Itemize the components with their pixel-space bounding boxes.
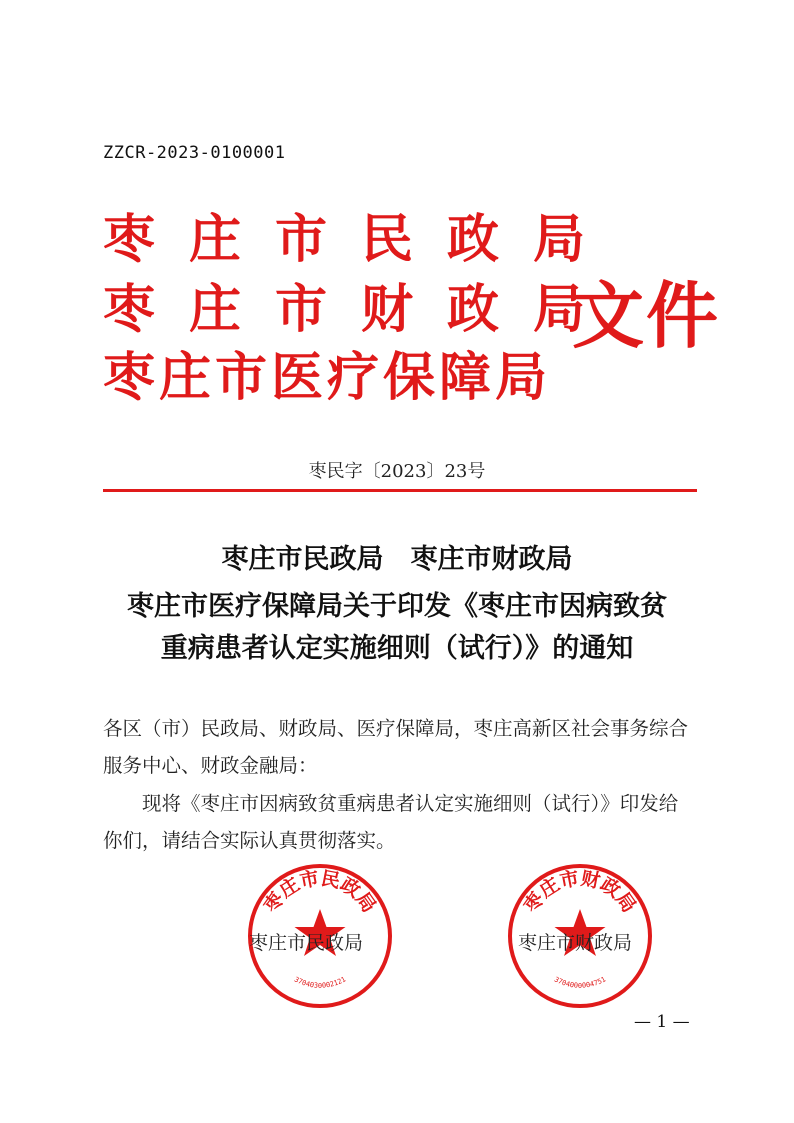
svg-text:枣庄市财政局 [519, 866, 640, 916]
svg-text:3704030002121 [293, 975, 347, 989]
document-type-label: 文件 [572, 273, 721, 358]
seal-code: 3704030002121 [292, 975, 348, 990]
title-line-1: 枣庄市民政局 枣庄市财政局 [221, 544, 573, 575]
signer-finance: 枣庄市财政局 [518, 932, 633, 954]
seal-arc-text: 枣庄市民政局 [259, 867, 381, 917]
svg-text:3704000004751 [553, 975, 607, 989]
page-number: — 1 — [634, 1012, 690, 1032]
issuer-medical-security: 枣庄市医疗保障局 [103, 347, 552, 408]
seal-code: 3704000004751 [552, 975, 608, 990]
svg-text:枣庄市民政局 [259, 866, 380, 916]
document-number: 枣民字〔2023〕23号 [308, 461, 486, 482]
issuer-finance: 枣庄市财政局 [103, 279, 620, 340]
title-line-2: 枣庄市医疗保障局关于印发《枣庄市因病致贫 [127, 591, 667, 622]
addressee: 各区（市）民政局、财政局、医疗保障局，枣庄高新区社会事务综合服务中心、财政金融局： [103, 717, 689, 777]
title-line-3: 重病患者认定实施细则（试行）》的通知 [160, 633, 634, 664]
issuer-civil-affairs: 枣庄市民政局 [103, 209, 620, 270]
document-id: ZZCR-2023-0100001 [103, 143, 286, 163]
body-paragraph: 现将《枣庄市因病致贫重病患者认定实施细则（试行）》印发给你们，请结合实际认真贯彻落实。 [103, 792, 679, 852]
red-divider [103, 489, 697, 492]
seal-arc-text: 枣庄市财政局 [519, 867, 641, 917]
signer-civil-affairs: 枣庄市民政局 [249, 932, 364, 954]
